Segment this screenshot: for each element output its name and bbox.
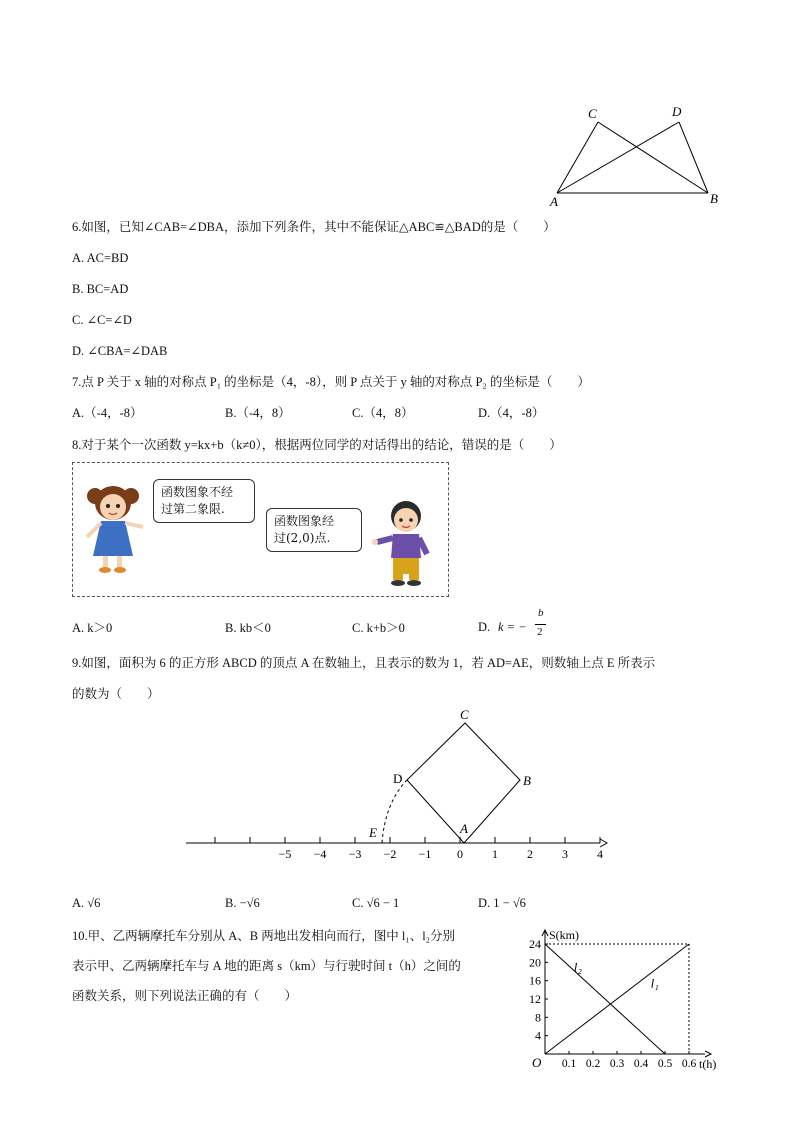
series-line-1 xyxy=(545,944,689,1054)
q8-stem: 8.对于某个一次函数 y=kx+b（k≠0），根据两位同学的对话得出的结论，错误的是（ ） xyxy=(72,438,562,452)
boy-speech-bubble xyxy=(266,508,362,552)
q6-option-b: B. BC=AD xyxy=(72,282,129,296)
x-tick-label: 0.5 xyxy=(657,1058,673,1070)
q8-option-d-prefix: D. xyxy=(478,620,491,634)
q6-triangle-figure xyxy=(540,100,740,210)
q8-option-a: A. k＞0 xyxy=(72,621,113,635)
chart-xlabel: t(h) xyxy=(699,1057,717,1071)
q9-label-c: C xyxy=(460,707,469,722)
q9-label-e: E xyxy=(369,825,377,840)
x-tick-label: 0.6 xyxy=(681,1058,697,1070)
boy-speech-line-2: 过(2,0)点. xyxy=(274,531,331,545)
boy-illustration xyxy=(371,498,441,588)
y-tick-label: 20 xyxy=(529,955,541,970)
q8-option-d-denominator: 2 xyxy=(537,626,543,638)
tick-label: −4 xyxy=(313,847,327,861)
q9-option-d: D. 1 − √6 xyxy=(478,896,526,910)
series-label-l1: l₁ xyxy=(650,975,659,991)
q8-option-d-fraction-bar xyxy=(535,624,546,625)
x-tick-label: 0.3 xyxy=(609,1058,625,1070)
q7-option-b: B.（-4，8） xyxy=(225,406,291,420)
q6-label-d: D xyxy=(672,104,682,119)
q9-option-b: B. −√6 xyxy=(225,896,260,910)
tick-label: 0 xyxy=(457,847,463,861)
y-tick-label: 12 xyxy=(529,992,541,1006)
q9-number-line-figure xyxy=(180,700,620,870)
y-tick-label: 4 xyxy=(535,1028,541,1043)
tick-label: 2 xyxy=(527,847,533,861)
y-tick-label: 16 xyxy=(529,973,541,988)
boy-speech-line-1: 函数图象经 xyxy=(274,514,335,528)
q8-dialogue-box xyxy=(72,462,449,597)
q6-option-a: A. AC=BD xyxy=(72,251,129,265)
tick-label: 3 xyxy=(562,847,568,861)
q10-stem-line-3: 函数关系，则下列说法正确的有（ ） xyxy=(72,989,298,1003)
girl-speech-line-1: 函数图象不经 xyxy=(161,485,234,499)
tick-label: −1 xyxy=(418,847,432,861)
tick-label: −5 xyxy=(278,847,292,861)
x-tick-label: 0.4 xyxy=(633,1058,649,1070)
q9-stem-line-1: 9.如图，面积为 6 的正方形 ABCD 的顶点 A 在数轴上，且表示的数为 1，若 AD=AE，则数轴上点 E 所表示 xyxy=(72,656,656,670)
girl-speech-line-2: 过第二象限. xyxy=(161,502,225,516)
series-line-2 xyxy=(545,944,665,1054)
q8-option-d-numerator: b xyxy=(538,607,544,619)
q6-option-d: D. ∠CBA=∠DAB xyxy=(72,344,168,358)
q7-option-a: A.（-4，-8） xyxy=(72,406,143,420)
tick-label: −2 xyxy=(383,847,397,861)
q10-stem-line-2: 表示甲、乙两辆摩托车与 A 地的距离 s（km）与行驶时间 t（h）之间的 xyxy=(72,959,461,973)
q8-option-b: B. kb＜0 xyxy=(225,621,271,635)
tick-label: 4 xyxy=(597,847,603,861)
girl-speech-bubble xyxy=(153,479,255,523)
q7-option-d: D.（4，-8） xyxy=(478,406,545,420)
q9-option-a: A. √6 xyxy=(72,896,101,910)
tick-label: −3 xyxy=(348,847,362,861)
q6-label-b: B xyxy=(710,191,718,206)
x-tick-label: 0.2 xyxy=(585,1058,601,1070)
q10-line-chart xyxy=(515,922,740,1077)
q6-label-a: A xyxy=(550,194,558,209)
q8-option-d-expr: k = − xyxy=(498,620,527,634)
q10-stem-line-1: 10.甲、乙两辆摩托车分别从 A、B 两地出发相向而行，图中 l₁、l₂分别 xyxy=(72,929,456,943)
q9-option-c: C. √6 − 1 xyxy=(352,896,400,910)
series-label-l2: l₂ xyxy=(573,959,582,975)
chart-ylabel: S(km) xyxy=(549,928,579,942)
q7-stem: 7.点 P 关于 x 轴的对称点 P₁ 的坐标是（4，-8），则 P 点关于 y 轴的对称点 P₂ 的坐标是（ ） xyxy=(72,375,590,389)
tick-label: 1 xyxy=(492,847,498,861)
q9-label-b: B xyxy=(523,773,531,788)
q7-option-c: C.（4，8） xyxy=(352,406,414,420)
q9-label-d: D xyxy=(393,771,403,786)
q6-stem: 6.如图，已知∠CAB=∠DBA，添加下列条件，其中不能保证△ABC≌△BAD的是（ ） xyxy=(72,220,556,234)
y-tick-label: 8 xyxy=(535,1010,541,1025)
q6-label-c: C xyxy=(588,106,597,121)
chart-origin-label: O xyxy=(532,1055,542,1070)
q9-label-a: A xyxy=(460,821,468,836)
girl-illustration xyxy=(83,481,148,579)
x-tick-label: 0.1 xyxy=(561,1058,577,1070)
q9-stem-line-2: 的数为（ ） xyxy=(72,687,160,701)
q8-option-c: C. k+b＞0 xyxy=(352,621,405,635)
q6-option-c: C. ∠C=∠D xyxy=(72,313,132,327)
y-tick-label: 24 xyxy=(529,937,541,951)
